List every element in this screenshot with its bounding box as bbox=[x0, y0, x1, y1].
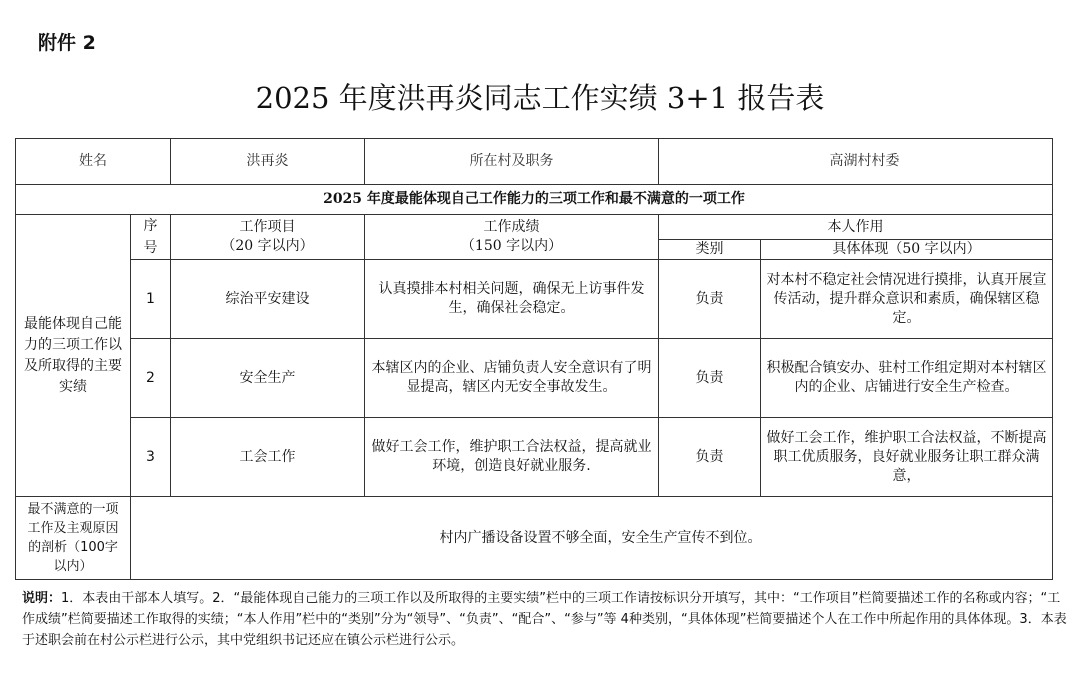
village-label: 所在村及职务 bbox=[365, 139, 659, 185]
table-row bbox=[16, 339, 1053, 418]
attachment-label: 附件 2 bbox=[38, 32, 96, 54]
name-value: 洪再炎 bbox=[171, 139, 365, 185]
item-achievement: 认真摸排本村相关问题，确保无上访事件发生，确保社会稳定。 bbox=[365, 260, 659, 339]
name-label: 姓名 bbox=[16, 139, 171, 185]
project-header-label: 工作项目 bbox=[239, 219, 296, 235]
achievement-header bbox=[365, 215, 659, 260]
column-header-row bbox=[16, 215, 1053, 240]
item-detail: 对本村不稳定社会情况进行摸排，认真开展宣传活动，提升群众意识和素质，确保辖区稳定。 bbox=[761, 260, 1053, 339]
project-header bbox=[171, 215, 365, 260]
detail-header: 具体体现（50 字以内） bbox=[761, 240, 1053, 260]
subtitle-row bbox=[16, 185, 1053, 215]
category-header: 类别 bbox=[659, 240, 761, 260]
item-detail: 积极配合镇安办、驻村工作组定期对本村辖区内的企业、店铺进行安全生产检查。 bbox=[761, 339, 1053, 418]
item-seq: 2 bbox=[131, 339, 171, 418]
role-header: 本人作用 bbox=[659, 215, 1053, 240]
item-project: 综治平安建设 bbox=[171, 260, 365, 339]
dissatisfied-row bbox=[16, 497, 1053, 580]
notes-text: 1．本表由干部本人填写。2．“最能体现自己能力的三项工作以及所取得的主要实绩”栏中的三项工作请按标识分开填写，其中：“工作项目”栏简要描述工作的名称或内容；“工作成绩”栏简要描述工作取得的实绩；“本人作用”栏中的“类别”分为“领导”、“负责”、“配合”、“参与”等 4种类别，“具体体现”栏简要描述个人在工作中所起作用的具体体现。3．本表于述职会前在村公示栏进行公示，其中党组织书记还应在镇公示栏进行公示。 bbox=[22, 591, 1067, 648]
item-seq: 1 bbox=[131, 260, 171, 339]
header-row bbox=[16, 139, 1053, 185]
dissatisfied-label: 最不满意的一项工作及主观原因的剖析（100字以内） bbox=[16, 497, 131, 580]
achievement-header-label: 工作成绩 bbox=[483, 219, 540, 235]
seq-header: 序号 bbox=[131, 215, 171, 260]
table-row bbox=[16, 260, 1053, 339]
item-project: 工会工作 bbox=[171, 418, 365, 497]
project-header-note: （20 字以内） bbox=[221, 238, 314, 254]
item-project: 安全生产 bbox=[171, 339, 365, 418]
subtitle: 2025 年度最能体现自己工作能力的三项工作和最不满意的一项工作 bbox=[16, 185, 1053, 215]
village-value: 高湖村村委 bbox=[659, 139, 1053, 185]
item-achievement: 本辖区内的企业、店铺负责人安全意识有了明显提高，辖区内无安全事故发生。 bbox=[365, 339, 659, 418]
achievement-header-note: （150 字以内） bbox=[460, 238, 563, 254]
item-seq: 3 bbox=[131, 418, 171, 497]
table-row bbox=[16, 418, 1053, 497]
item-category: 负责 bbox=[659, 260, 761, 339]
dissatisfied-content: 村内广播设备设置不够全面，安全生产宣传不到位。 bbox=[131, 497, 1053, 580]
item-detail: 做好工会工作，维护职工合法权益，不断提高职工优质服务，良好就业服务让职工群众满意， bbox=[761, 418, 1053, 497]
notes bbox=[22, 588, 1072, 651]
item-category: 负责 bbox=[659, 418, 761, 497]
report-table bbox=[15, 138, 1053, 580]
item-achievement: 做好工会工作，维护职工合法权益，提高就业环境，创造良好就业服务. bbox=[365, 418, 659, 497]
page-title: 2025 年度洪再炎同志工作实绩 3+1 报告表 bbox=[255, 81, 825, 115]
item-category: 负责 bbox=[659, 339, 761, 418]
section-label: 最能体现自己能力的三项工作以及所取得的主要实绩 bbox=[16, 215, 131, 497]
notes-lead: 说明： bbox=[22, 591, 62, 606]
